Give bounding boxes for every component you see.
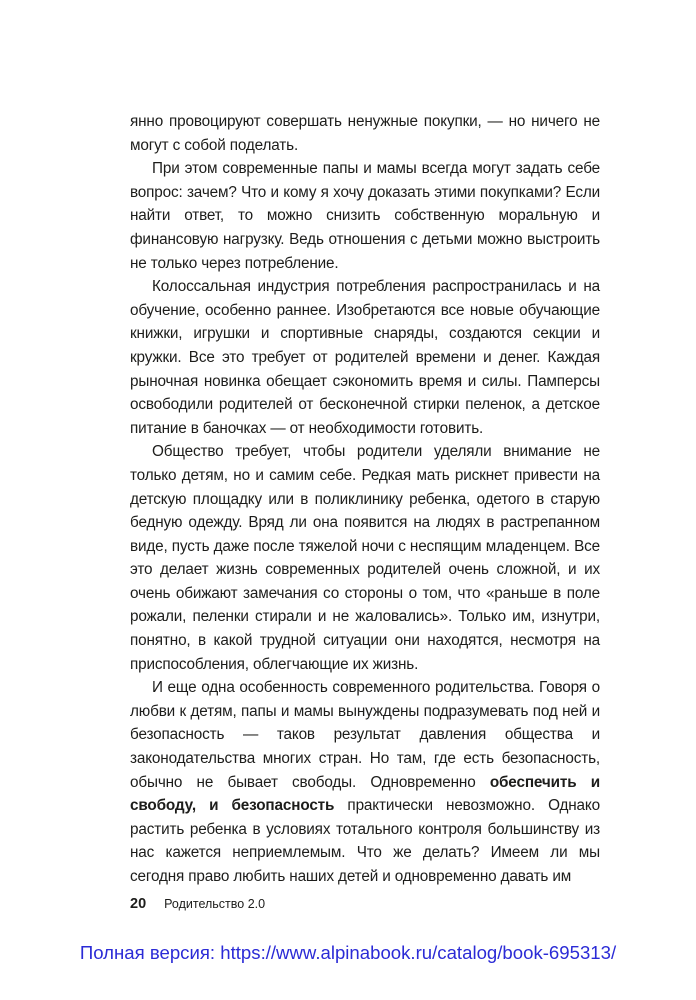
main-text	[130, 110, 600, 889]
paragraph-5-emphasis: обеспечить и свободу, и безопасность	[130, 773, 600, 815]
page-footer	[130, 894, 265, 914]
paragraph-5-start: И еще одна особенность современного родительства. Говоря о любви к детям, папы и мамы вынуждены подразумевать под ней и безопасность — таков результат давления общества и законодательства многих стран. Но там, где есть безопасность, обычно не бывает свободы. Одновременно	[130, 679, 600, 791]
paragraph-5-end: практически невозможно. Однако растить ребенка в условиях тотального контроля большинству из нас кажется неприемлемым. Что же делать? Имеем ли мы сегодня право любить наших детей и одновременно давать им	[130, 797, 600, 885]
full-version-link[interactable]: Полная версия: https://www.alpinabook.ru/catalog/book-695313/	[79, 942, 617, 963]
paragraph-4: Общество требует, чтобы родители уделяли внимание не только детям, но и самим себе. Редкая мать рискнет привести на детскую площадку или в поликлинику ребенка, одетого в старую бедную одежду. Вряд ли она появится на людях в растрепанном виде, пусть даже после тяжелой ночи с неспящим младенцем. Все это делает жизнь современных родителей очень сложной, и их очень обижают замечания со стороны о том, что «раньше в поле рожали, пеленки стирали и не жаловались». Только им, изнутри, понятно, в какой трудной ситуации они находятся, несмотря на приспособления, облегчающие их жизнь.	[130, 443, 600, 673]
running-title: Родительство 2.0	[164, 897, 266, 911]
paragraph-1: янно провоцируют совершать ненужные покупки, — но ничего не могут с собой поделать.	[130, 113, 600, 154]
page-number: 20	[130, 896, 147, 912]
paragraph-3: Колоссальная индустрия потребления распространилась и на обучение, особенно раннее. Изобретаются все новые обучающие книжки, игрушки и спортивные снаряды, создаются секции и кружки. Все это требует от родителей времени и денег. Каждая рыночная новинка обещает сэкономить время и силы. Памперсы освободили родителей от бесконечной стирки пеленок, а детское питание в баночках — от необходимости готовить.	[130, 278, 600, 437]
paragraph-2: При этом современные папы и мамы всегда могут задать себе вопрос: зачем? Что и кому я хочу доказать этими покупками? Если найти ответ, то можно снизить собственную моральную и финансовую нагрузку. Ведь отношения с детьми можно выстроить не только через потребление.	[130, 160, 600, 272]
paragraph-5	[130, 676, 600, 888]
